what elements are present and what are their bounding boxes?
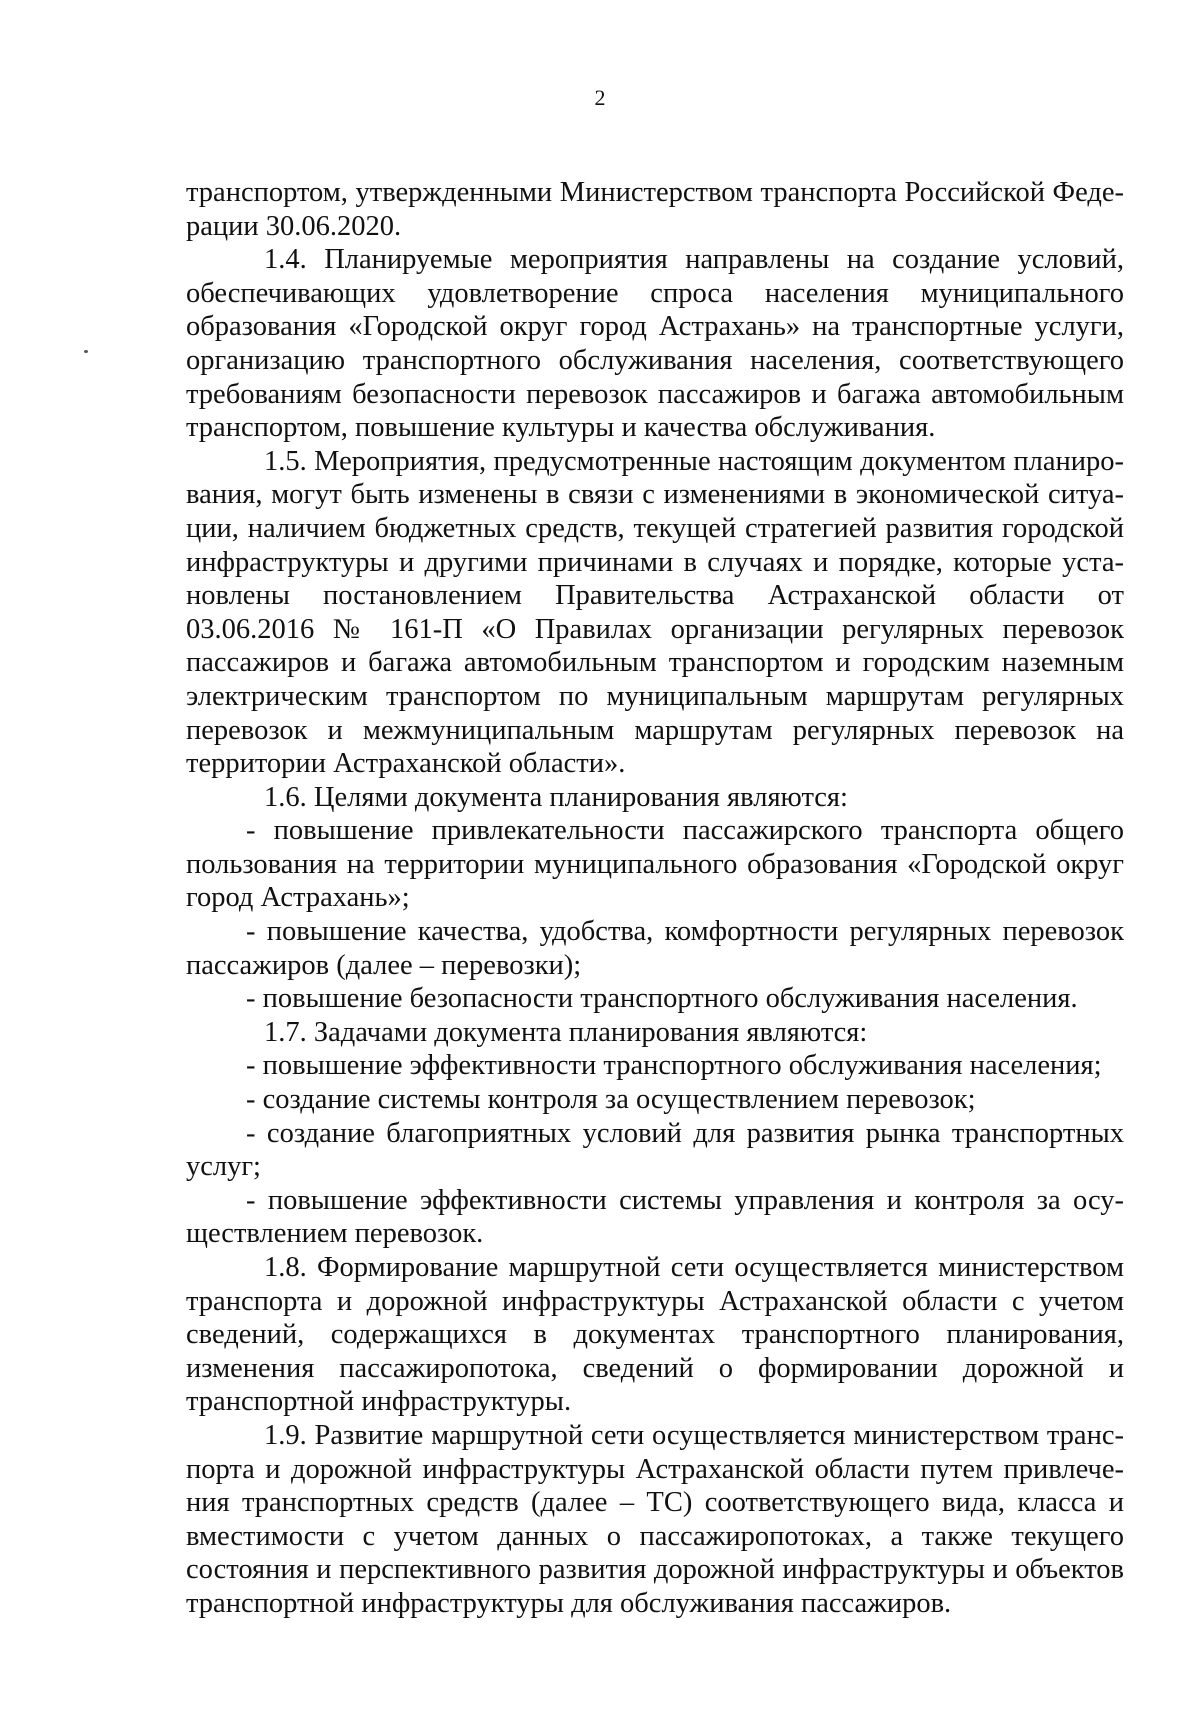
- paragraph-1-5: 1.5. Мероприятия, предусмотренные настоящим документом планирования, могут быть изменены в связи с изменениями в экономической ситуации, наличием бюджетных средств, текущей стратегией развития городской инфраструктуры и другими причинами в случаях и порядке, которые установлены постановлением Правительства Астраханской области от 03.06.2016 № 161-П «О Правилах организации регулярных перевозок пассажиров и багажа автомобильным транспортом и городским наземным электрическим транспортом по муниципальным маршрутам регулярных перевозок и межмуниципальным маршрутам регулярных перевозок на территории Астраханской области».: [186, 445, 1124, 780]
- task-item-1: - повышение эффективности транспортного обслуживания населения;: [246, 1050, 1102, 1082]
- page-number: 2: [594, 85, 606, 110]
- task-item-3: - создание благоприятных условий для развития рынка транспортных услуг;: [186, 1117, 1124, 1183]
- paragraph-1-8: 1.8. Формирование маршрутной сети осуществляется министерством транспорта и дорожной инфраструктуры Астраханской области с учетом сведений, содержащихся в документах транспортного планирования, изменения пассажиропотока, сведений о формировании дорожной и транспортной инфраструктуры.: [186, 1252, 1124, 1418]
- task-item-4: - повышение эффективности системы управления и контроля за осуществлением перевозок.: [186, 1184, 1124, 1250]
- paragraph-continuation: транспортом, утвержденными Министерством транспорта Российской Федерации 30.06.2020.: [186, 177, 1124, 242]
- task-item-2: - создание системы контроля за осуществлением перевозок;: [246, 1084, 976, 1116]
- paragraph-1-6: 1.6. Целями документа планирования являются:: [264, 781, 848, 813]
- document-body: [186, 176, 1124, 1621]
- goal-item-1: - повышение привлекательности пассажирского транспорта общего пользования на территории муниципального образования «Городской округ город Астрахань»;: [186, 815, 1124, 914]
- goal-item-3: - повышение безопасности транспортного обслуживания населения.: [246, 983, 1078, 1015]
- paragraph-1-9: 1.9. Развитие маршрутной сети осуществляется министерством транспорта и дорожной инфраструктуры Астраханской области путем привлечения транспортных средств (далее – ТС) соответствующего вида, класса и вместимости с учетом данных о пассажиропотоках, а также текущего состояния и перспективного развития дорожной инфраструктуры и объектов транспортной инфраструктуры для обслуживания пассажиров.: [186, 1419, 1124, 1619]
- paragraph-1-7: 1.7. Задачами документа планирования являются:: [264, 1016, 868, 1048]
- scan-speck: [84, 350, 88, 353]
- goal-item-2: - повышение качества, удобства, комфортности регулярных перевозок пассажиров (далее – перевозки);: [186, 916, 1124, 981]
- paragraph-1-4: 1.4. Планируемые мероприятия направлены на создание условий, обеспечивающих удовлетворение спроса населения муниципального образования «Городской округ город Астрахань» на транспортные услуги, организацию транспортного обслуживания населения, соответствующего требованиям безопасности перевозок пассажиров и багажа автомобильным транспортом, повышение культуры и качества обслуживания.: [186, 244, 1124, 444]
